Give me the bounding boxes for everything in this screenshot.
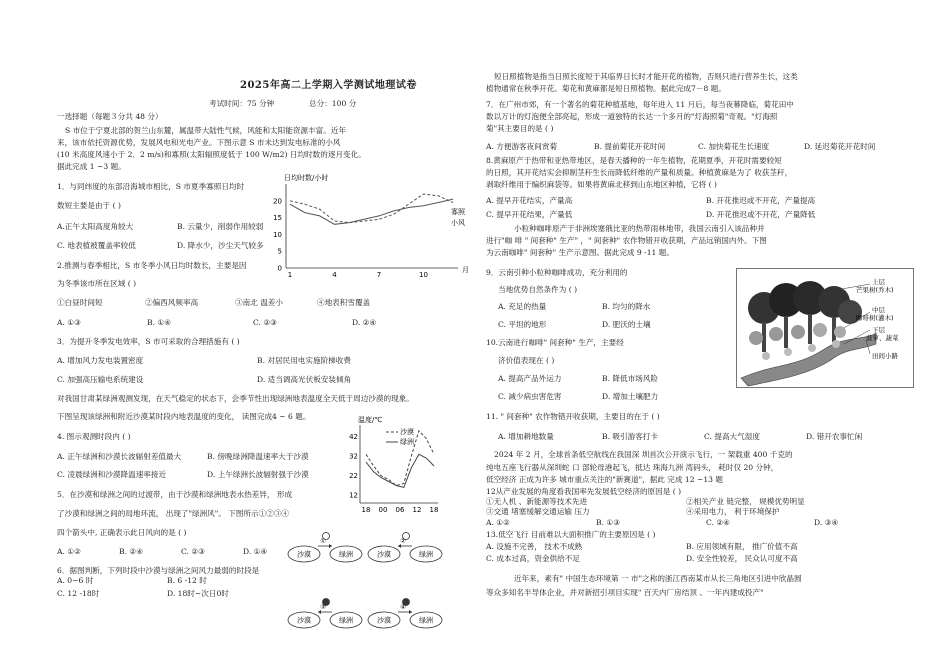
- text-line: A. 增加耕地数量: [498, 432, 554, 441]
- text-line: 低空经济 正成为许多 城市重点关注的"新赛道"，据此 完成 12 ~13 题: [486, 475, 723, 484]
- text-line: 为云南咖啡" 间套种" 生产示意图。据此完成 9 -11 题。: [486, 248, 674, 257]
- fig2-xtick: 18: [361, 506, 371, 514]
- text-line: C. 平坦的地形: [498, 320, 547, 329]
- text-line: C. ②③: [181, 547, 205, 556]
- text-line: 数以万计的灯泡便全部亮起，形成一道独特的长达一个多月的"灯海照菊"奇观。"灯海照: [486, 112, 778, 121]
- fig2-ytick: 22: [349, 472, 358, 481]
- fig3-arrow-number: ③: [320, 603, 326, 611]
- text-line: 10.云南进行咖啡" 间套种" 生产，主要经: [486, 338, 624, 347]
- text-line: C. 成本过高，资金供给不足: [486, 554, 580, 563]
- text-line: 12从产业发展的角度看我国率先发展低空经济的原因是 ( ): [486, 487, 682, 496]
- text-line: C. ②③: [253, 318, 277, 327]
- text-line: A. ①②: [486, 518, 510, 527]
- text-line: C. 地表植被覆盖率较低: [57, 241, 136, 250]
- text-line: C. 凌晨绿洲和沙漠降温速率接近: [57, 470, 167, 479]
- fig2-ytick: 42: [349, 433, 358, 442]
- text-line: 短日照植物是指当日照长度短于其临界日长时才能开花的植物，否则只进行营养生长，这类: [494, 72, 798, 81]
- text-line: A. 方便游客夜间赏菊: [486, 142, 558, 151]
- fig3-oasis-label: 绿洲: [419, 616, 433, 625]
- fig4-label-upper: 上层: [872, 278, 885, 286]
- fig1-series-xiaofeng: [290, 194, 453, 223]
- fig3-arrow-number: ④: [400, 603, 406, 611]
- text-line: A. 0~6 时: [57, 576, 94, 585]
- fig3-desert-label: 沙漠: [297, 616, 311, 625]
- fig4-label-lower: 下层: [872, 326, 885, 334]
- text-line: ①无人机 、新能源等技术先进: [486, 497, 588, 506]
- text-line: A. 提高产品外运力: [498, 374, 562, 383]
- text-line: D. 开花推迟或不开花，产量降低: [706, 210, 816, 219]
- text-line: 1．与同纬度的东部沿海城市相比，S 市夏季寡照日均时: [57, 182, 245, 191]
- fig4-label-road: 田间小路: [872, 352, 898, 360]
- text-line: ②偏西风频率高: [145, 298, 199, 307]
- fig3-arrow-number: ②: [400, 537, 406, 545]
- text-line: C. 提早开花结果，产量低: [486, 210, 573, 219]
- page-title: 2025年高二上学期入学测试地理试卷: [240, 80, 417, 91]
- fig4-label-upper-desc: 芒果树(乔木): [856, 286, 894, 294]
- text-line: D. 适当调高光伏板安装倾角: [257, 375, 352, 384]
- text-line: B. 对居民用电实施阶梯收费: [257, 356, 351, 365]
- text-line: A. ①③: [57, 318, 81, 327]
- text-line: 济价值表现在 ( ): [498, 356, 555, 365]
- text-line: D. 上午绿洲长波辐射强于沙漠: [207, 470, 309, 479]
- text-line: 菊"其主要目的是 ( ): [486, 124, 554, 133]
- text-line: D. ③④: [814, 518, 839, 527]
- text-line: 纯电五座飞行器从深圳蛇 口 部轮母港起飞，抵达 珠海九洲 湾码头， 耗时仅 20 分钟，: [486, 463, 779, 472]
- text-line: 13.低空飞行 目前难以大面积推广的主要原因是 ( ): [486, 530, 656, 539]
- text-line: 9．云南引种小粒种咖啡成功，充分利用的: [486, 268, 628, 277]
- fig3-desert-label: 沙漠: [377, 616, 391, 625]
- text-line: 4. 图示观测时段内 ( ): [57, 432, 131, 441]
- text-line: B. ①④: [147, 318, 172, 327]
- text-line: 7．在广州市郊，有一个著名的菊花种植基地，每年进入 11 月后，每当夜幕降临，菊花田中: [486, 100, 794, 109]
- text-line: 6．据图判断，下列时段中沙漠与绿洲之间风力最弱的时段是: [57, 566, 260, 575]
- text-line: ②相关产业 链完整， 规模优势明显: [686, 497, 805, 506]
- text-line: B. 吸引游客打卡: [602, 432, 658, 441]
- fig3-wind-diagram: [286, 528, 446, 672]
- fig2-legend-oasis: 绿洲: [400, 438, 414, 446]
- text-line: D. ②④: [352, 318, 377, 327]
- text-line: D. 增加土壤肥力: [602, 392, 659, 401]
- text-line: 对我国甘肃某绿洲观测发现，在天气稳定的状态下，会季节性出现绿洲地表温度全天低于周边沙漠的现象。: [57, 394, 414, 403]
- text-line: B. 开花推迟或不开花，产量提高: [706, 196, 816, 205]
- text-line: C. ②④: [706, 518, 730, 527]
- text-line: B. 云量少，削弱作用较弱: [177, 222, 264, 231]
- arrow-head-icon: [329, 544, 332, 548]
- fig3-oasis-label: 绿洲: [419, 550, 433, 559]
- text-line: ①白昼时间短: [57, 298, 103, 307]
- text-line: 11. " 间套种" 农作物错开收获期，主要目的在于 ( ): [486, 412, 660, 421]
- text-line: B. 均匀的降水: [602, 302, 651, 311]
- text-line: B. 提前菊花开花时间: [594, 142, 666, 151]
- text-line: ④地表积雪覆盖: [317, 298, 371, 307]
- text-line: A.正午太阳高度角较大: [57, 222, 134, 231]
- fig1-ytick: 15: [273, 214, 282, 223]
- text-line: 四个箭头中, 正确表示此日风向的是 ( ): [57, 528, 187, 537]
- fig1-ytick: 10: [273, 230, 282, 239]
- fig2-ytick: 32: [349, 452, 358, 461]
- text-line: 2024 年 2 月，全球首条低空航线在我国深 圳首次公开演示飞行，一 架载重 400 千克的: [494, 450, 793, 459]
- text-line: (10 米高度风速小于 2．2 m/s)和寡照(太阳辐照度低于 100 W/m2) 日均时数的逐月变化。: [57, 150, 366, 159]
- fig4-label-middle: 中层: [872, 306, 885, 314]
- arrow-head-icon: [409, 610, 412, 614]
- text-line: C. 减少病虫害危害: [498, 392, 562, 401]
- text-line: 数短主要是由于 ( ): [57, 201, 121, 210]
- text-line: D. 18时~次日0时: [167, 589, 229, 598]
- text-line: 当地优势自然条件为 ( ): [498, 285, 578, 294]
- fig4-label-middle-desc: 咖啡树(灌木): [856, 314, 894, 322]
- fig1-ytick: 20: [273, 197, 282, 206]
- text-line: B. ①③: [596, 518, 621, 527]
- text-line: A. 设施不完善， 技术不成熟: [486, 542, 583, 551]
- fig1-chart: [262, 172, 482, 282]
- text-line: 进行"咖 啡 " 间套种" 生产" ，" 间套种" 农作物错开收获期，产品远销国内外。下图: [486, 236, 767, 245]
- text-line: B. 傍晚绿洲降温速率大于沙漠: [207, 452, 309, 461]
- fig3-desert-label: 沙漠: [297, 550, 311, 559]
- fig3-oasis-label: 绿洲: [339, 550, 353, 559]
- text-line: S 市位于宁夏北部的贺兰山东麓，属温带大陆性气候，风能和太阳能资源丰富。近年: [65, 126, 346, 135]
- fig3-desert-label: 沙漠: [377, 550, 391, 559]
- fig2-ytick: 12: [349, 491, 358, 500]
- text-line: D. 延迟菊花开花时间: [804, 142, 876, 151]
- text-line: 为冬季该市所在区域 ( ): [57, 279, 137, 288]
- fig2-xtick: 00: [378, 506, 388, 514]
- text-line: C. 加快菊花生长速度: [698, 142, 770, 151]
- text-line: A. 充足的热量: [498, 302, 547, 311]
- fig2-xtick: 18: [429, 506, 439, 514]
- exam-time: 考试时间：75 分钟: [209, 99, 275, 108]
- text-line: 一选择题（每题３分共 48 分）: [57, 112, 163, 121]
- text-line: A. 增加风力发电装置密度: [57, 356, 144, 365]
- fig4-label-lower-desc: 菠萝、蔬菜: [866, 334, 899, 342]
- text-line: ③交通 堵塞缓解交通运输 压力: [486, 507, 590, 516]
- fig1-ylabel: 日均时数/小时: [284, 174, 329, 182]
- fig1-xtick: 4: [332, 271, 337, 279]
- text-line: A. 提早开花结实，产量高: [486, 196, 573, 205]
- fig1-legend-guazhao: 寡照: [451, 208, 465, 216]
- text-line: ③南北 温差小: [235, 298, 283, 307]
- text-line: D. ①④: [243, 547, 268, 556]
- text-line: D. 肥沃的土壤: [602, 320, 651, 329]
- fig4-intercrop-diagram: [736, 268, 914, 388]
- text-line: 8.黄麻原产于热带和亚热带地区，是春天播种的一年生植物，花期夏季，开花时需要较短: [486, 156, 782, 165]
- text-line: C. 提高大气湿度: [704, 432, 760, 441]
- fig2-legend-desert: 沙漠: [400, 428, 414, 436]
- text-line: 近年来，素有" 中国生态环境第 一 市"之称的浙江西南某市从长三角地区引进中欣晶圆: [514, 574, 802, 583]
- text-line: D. 降水少，沙尘天气较多: [177, 241, 264, 250]
- text-line: 来，该市依托资源优势，发展风电和光电产业。下图示意 S 市未达到发电标准的小风: [57, 138, 341, 147]
- fig1-legend-xiaofeng: 小风: [451, 219, 465, 227]
- fig1-ytick: 5: [277, 247, 282, 256]
- fig2-series-oasis: [366, 454, 434, 487]
- text-line: B. 应用领域有限， 推广价值不高: [686, 542, 798, 551]
- text-line: 小粒种咖啡原产于非洲埃塞俄比亚的热带雨林地带，我国云南引入该品种并: [514, 224, 765, 233]
- text-line: C. 加强高压输电系统建设: [57, 375, 144, 384]
- fig2-ylabel: 温度/℃: [358, 416, 383, 424]
- text-line: 等众多知名半导体企业，并对新招引项目实现" 百天内厂房结顶 、一年内建成投产": [486, 588, 764, 597]
- text-line: C. 12 -18时: [57, 589, 100, 598]
- fig3-oasis-label: 绿洲: [339, 616, 353, 625]
- text-line: 2.推测与春季相比，S 市冬季小风日均时数长，主要是因: [57, 261, 247, 270]
- text-line: 了沙漠和绿洲之间的局地环流， 出现了"绿洲风"。 下图所示①②③④: [57, 509, 290, 518]
- fig2-chart: [346, 415, 446, 515]
- fig2-xtick: 12: [412, 506, 422, 514]
- text-line: 的日照，其开花结实会抑制茎秆生长而降低纤维的产量和质量。种植黄麻是为了 收获茎秆，: [486, 168, 793, 177]
- fig1-xtick: 1: [287, 271, 293, 279]
- text-line: B. ②④: [119, 547, 144, 556]
- text-line: A. ①②: [57, 547, 81, 556]
- text-line: B. 6 -12 时: [167, 576, 207, 585]
- fig2-xtick: 06: [395, 506, 405, 514]
- text-line: D. 错开农事忙闲: [806, 432, 863, 441]
- fig3-arrow-number: ①: [320, 537, 326, 545]
- text-line: 5．在沙漠和绿洲之间的过渡带，由于沙漠和绿洲地表水热差异， 形成: [57, 490, 293, 499]
- text-line: 剥取纤维用于编织麻袋等。如果将黄麻北移到山东地区种植，它将 ( ): [486, 180, 717, 189]
- text-line: 植物通常在秋季开花。菊花和黄麻都是短日照植物。据此完成7－8 题。: [486, 84, 726, 93]
- text-line: 3．为提升冬季发电效率，S 市可采取的合理措施有 ( ): [57, 337, 240, 346]
- text-line: 据此完成 1 ~3 题。: [57, 162, 126, 171]
- text-line: ④采用电力， 利于环境保护: [686, 507, 780, 516]
- text-line: D. 安全性较差， 民众认可度不高: [686, 554, 798, 563]
- text-line: A. 正午绿洲和沙漠长波辐射差值最大: [57, 452, 182, 461]
- fig1-xtick: 7: [376, 271, 382, 279]
- text-line: 下图呈现该绿洲和附近沙漠某时段内地表温度的变化， 读图完成4 ~ 6 题。: [57, 412, 311, 421]
- fig1-xunit: 月: [462, 266, 469, 274]
- exam-score: 总分：100 分: [309, 99, 357, 108]
- text-line: B. 降低市场风险: [602, 374, 658, 383]
- fig1-ytick: 0: [277, 264, 282, 273]
- fig1-xtick: 10: [418, 271, 428, 279]
